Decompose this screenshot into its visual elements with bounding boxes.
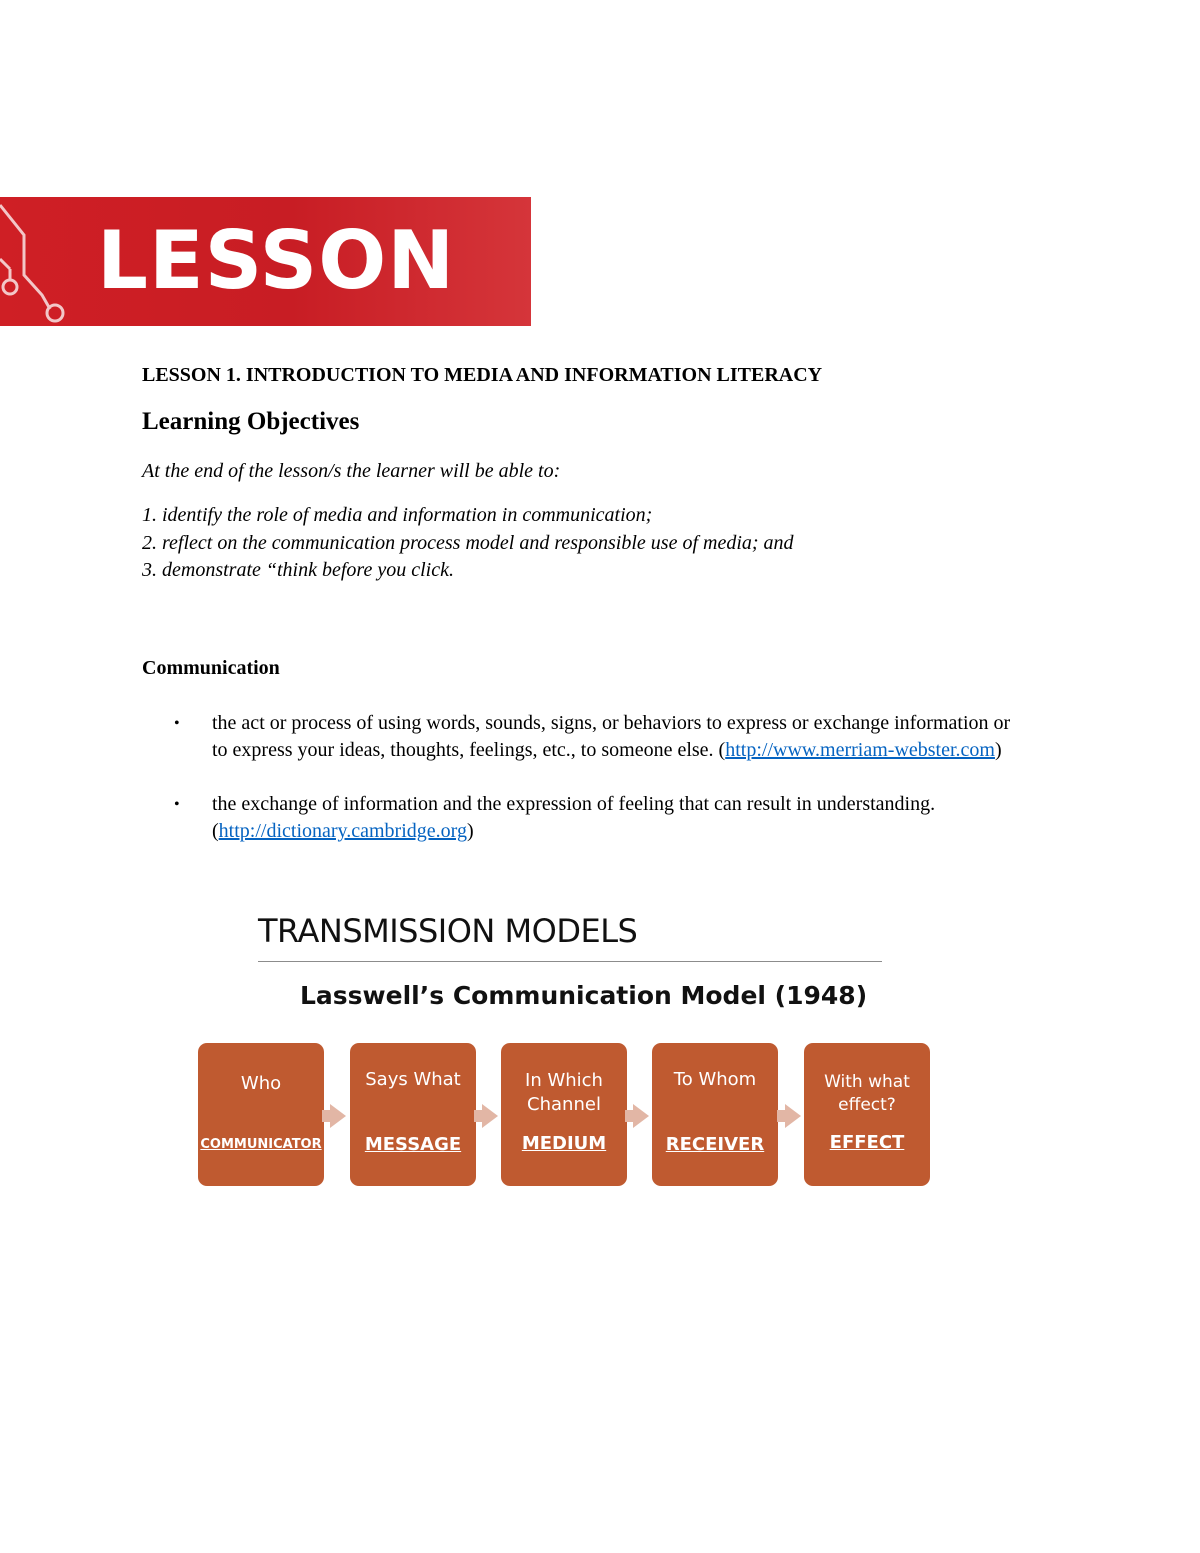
step-role: MESSAGE bbox=[364, 1134, 462, 1155]
merriam-webster-link[interactable]: http://www.merriam-webster.com bbox=[725, 739, 995, 761]
objectives-intro: At the end of the lesson/s the learner will be able to: bbox=[142, 460, 561, 482]
definition-text: the exchange of information and the expression of feeling that can result in understanding. ( bbox=[212, 793, 936, 842]
step-label: Says What bbox=[365, 1069, 461, 1090]
title-divider bbox=[258, 961, 882, 962]
objectives-list bbox=[142, 502, 794, 585]
bullet-icon: • bbox=[174, 796, 180, 813]
cambridge-dictionary-link[interactable]: http://dictionary.cambridge.org bbox=[218, 820, 467, 842]
learning-objectives-title: Learning Objectives bbox=[142, 408, 360, 435]
model-step-in-which-channel bbox=[501, 1043, 627, 1186]
step-label: Who bbox=[240, 1073, 282, 1094]
step-role: EFFECT bbox=[829, 1132, 905, 1153]
definition-text: the act or process of using words, sounds, signs, or behaviors to express or exchange information or to express your ideas, thoughts, feelings, etc., to someone else. ( bbox=[212, 712, 1011, 761]
lasswell-model-subtitle: Lasswell’s Communication Model (1948) bbox=[300, 981, 868, 1010]
step-label: With what effect? bbox=[824, 1072, 910, 1115]
communication-definitions bbox=[170, 710, 1030, 872]
step-label: In Which Channel bbox=[525, 1070, 603, 1115]
flow-arrow-icon bbox=[785, 1104, 801, 1128]
step-role: RECEIVER bbox=[665, 1134, 765, 1155]
flow-arrow-icon bbox=[482, 1104, 498, 1128]
flow-arrow-icon bbox=[330, 1104, 346, 1128]
banner-title: LESSON bbox=[97, 214, 456, 307]
step-role: MEDIUM bbox=[521, 1133, 607, 1154]
step-role: COMMUNICATOR bbox=[200, 1137, 322, 1152]
model-step-to-whom bbox=[652, 1043, 778, 1186]
step-label: To Whom bbox=[673, 1069, 757, 1090]
flow-arrow-icon bbox=[633, 1104, 649, 1128]
model-step-says-what bbox=[350, 1043, 476, 1186]
definition-close: ) bbox=[994, 739, 1002, 761]
lesson-heading: LESSON 1. INTRODUCTION TO MEDIA AND INFORMATION LITERACY bbox=[142, 364, 823, 386]
definition-item bbox=[170, 791, 1030, 845]
model-step-who bbox=[198, 1043, 324, 1186]
objective-item: 2. reflect on the communication process model and responsible use of media; and bbox=[142, 531, 794, 554]
model-step-with-what-effect bbox=[804, 1043, 930, 1186]
lesson-banner bbox=[0, 197, 531, 326]
communication-title: Communication bbox=[142, 657, 280, 679]
objective-item: 3. demonstrate “think before you click. bbox=[142, 559, 454, 581]
bullet-icon: • bbox=[174, 715, 180, 732]
objective-item: 1. identify the role of media and information in communication; bbox=[142, 504, 653, 526]
definition-item bbox=[170, 710, 1030, 764]
transmission-models-title: TRANSMISSION MODELS bbox=[258, 912, 638, 950]
definition-close: ) bbox=[466, 820, 474, 842]
